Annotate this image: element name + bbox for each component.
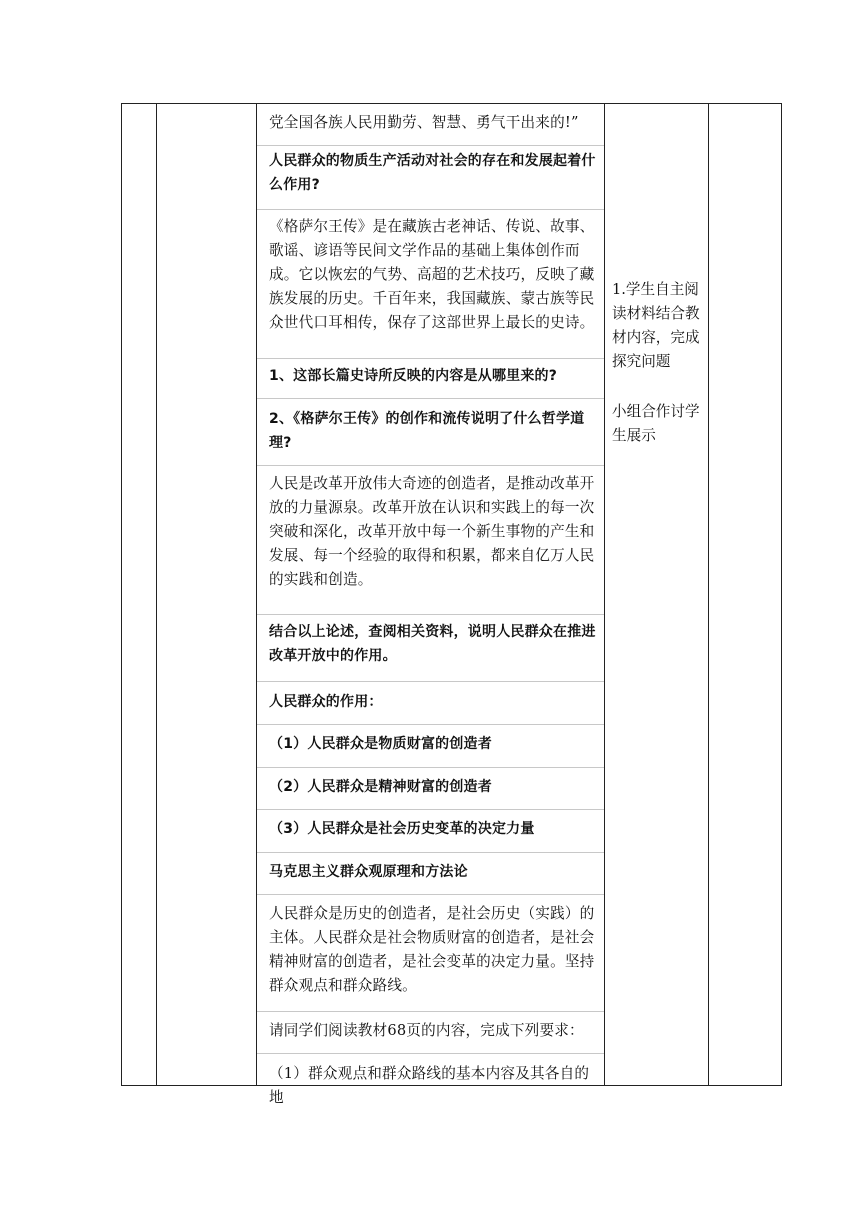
paragraph-divider: [257, 614, 604, 615]
lesson-plan-table: [121, 103, 782, 1106]
paragraph-divider: [257, 681, 604, 682]
student-activity-cell: [605, 104, 709, 1086]
paragraph-divider: [257, 724, 604, 725]
paragraph-divider: [257, 465, 604, 466]
question-material-production: 人民群众的物质生产活动对社会的存在和发展起着什么作用?: [269, 153, 596, 193]
table-row: [122, 104, 782, 1086]
requirement-1-partial: （1）群众观点和群众路线的基本内容及其各自的地: [269, 1065, 590, 1106]
paragraph-divider: [257, 358, 604, 359]
reading-instruction: 请同学们阅读教材68页的内容，完成下列要求：: [269, 1022, 584, 1039]
gesar-material-text: 《格萨尔王传》是在藏族古老神话、传说、故事、歌谣、谚语等民间文学作品的基础上集体创作而成。它以恢宏的气势、高超的艺术技巧，反映了藏族发展的历史。千百年来，我国藏族、蒙古族等民众世代口耳相传，保存了这部世界上最长的史诗。: [269, 218, 595, 331]
student-activity-2: 小组合作讨学生展示: [612, 403, 700, 444]
column-5-cell: [709, 104, 782, 1086]
role-point-3: （3）人民群众是社会历史变革的决定力量: [269, 821, 535, 837]
teaching-activity-cell: [257, 104, 605, 1106]
paragraph-divider: [257, 1011, 604, 1012]
quote-ending: 党全国各族人民用勤劳、智慧、勇气干出来的!”: [269, 114, 579, 131]
question-2: 2、《格萨尔王传》的创作和流传说明了什么哲学道理?: [269, 411, 585, 451]
task-reform-role: 结合以上论述，查阅相关资料，说明人民群众在推进改革开放中的作用。: [269, 624, 596, 664]
column-1-cell: [122, 104, 157, 1086]
paragraph-divider: [257, 209, 604, 210]
role-heading: 人民群众的作用：: [269, 694, 383, 710]
paragraph-divider: [257, 1053, 604, 1054]
paragraph-divider: [257, 767, 604, 768]
question-1: 1、这部长篇史诗所反映的内容是从哪里来的?: [269, 368, 558, 384]
role-point-2: （2）人民群众是精神财富的创造者: [269, 779, 492, 795]
paragraph-divider: [257, 809, 604, 810]
paragraph-divider: [257, 145, 604, 146]
paragraph-divider: [257, 852, 604, 853]
reform-material-text: 人民是改革开放伟大奇迹的创造者，是推动改革开放的力量源泉。改革开放在认识和实践上的每一次突破和深化，改革开放中每一个新生事物的产生和发展、每一个经验的取得和积累，都来自亿万人民的实践和创造。: [269, 475, 595, 588]
paragraph-divider: [257, 894, 604, 895]
paragraph-divider: [257, 398, 604, 399]
mass-viewpoint-summary: 人民群众是历史的创造者，是社会历史（实践）的主体。人民群众是社会物质财富的创造者，是社会精神财富的创造者，是社会变革的决定力量。坚持群众观点和群众路线。: [269, 905, 595, 994]
role-point-1: （1）人民群众是物质财富的创造者: [269, 736, 492, 752]
student-activity-1: 1.学生自主阅读材料结合教材内容，完成探究问题: [612, 281, 700, 370]
mass-viewpoint-heading: 马克思主义群众观原理和方法论: [269, 864, 468, 880]
column-2-cell: [157, 104, 257, 1086]
